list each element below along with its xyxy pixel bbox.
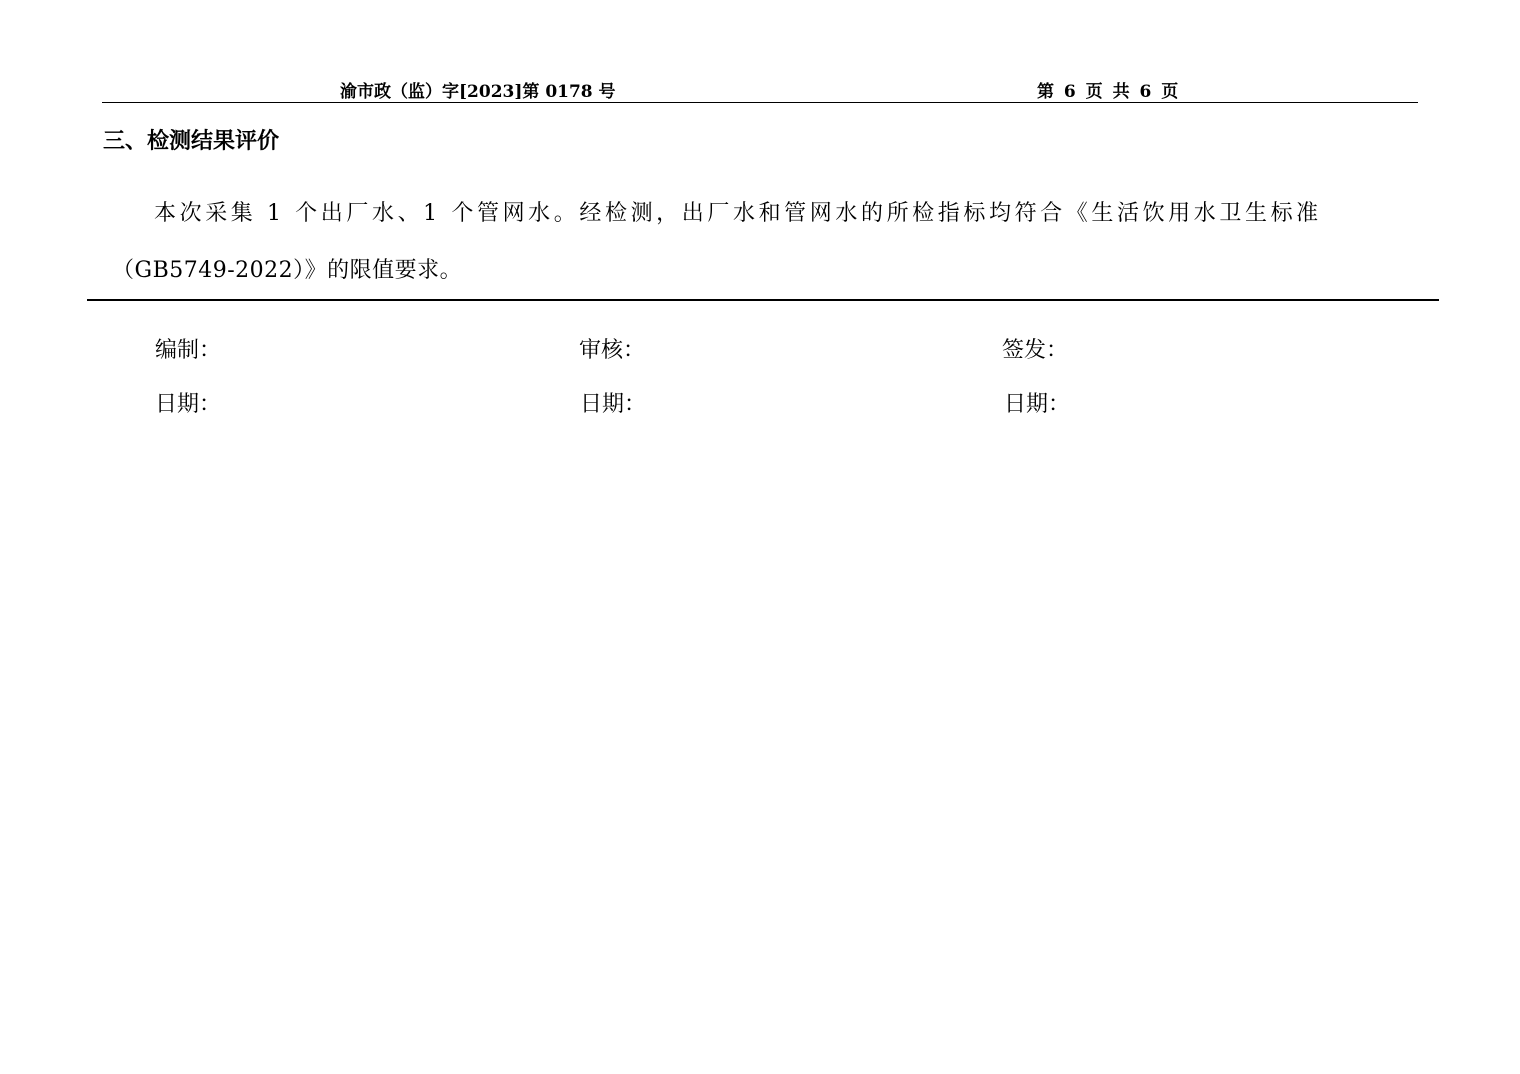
issued-by-label: 签发： <box>1002 338 1069 363</box>
section-heading: 三、检测结果评价 <box>103 129 280 154</box>
conclusion-text-line-1: 本次采集 1 个出厂水、1 个管网水。经检测，出厂水和管网水的所检指标均符合《生活饮用水卫生标准 <box>154 201 1322 226</box>
compiled-date-label: 日期： <box>155 392 222 417</box>
document-number: 渝市政（监）字[2023]第 0178 号 <box>340 82 616 102</box>
body-divider <box>87 299 1439 301</box>
compiled-by-label: 编制： <box>155 338 222 363</box>
page-number: 第 6 页 共 6 页 <box>1037 82 1179 102</box>
conclusion-text-line-2: （GB5749-2022）》的限值要求。 <box>112 258 463 283</box>
issued-date-label: 日期： <box>1004 392 1071 417</box>
reviewed-date-label: 日期： <box>580 392 647 417</box>
header-divider <box>102 102 1418 103</box>
reviewed-by-label: 审核： <box>579 338 646 363</box>
